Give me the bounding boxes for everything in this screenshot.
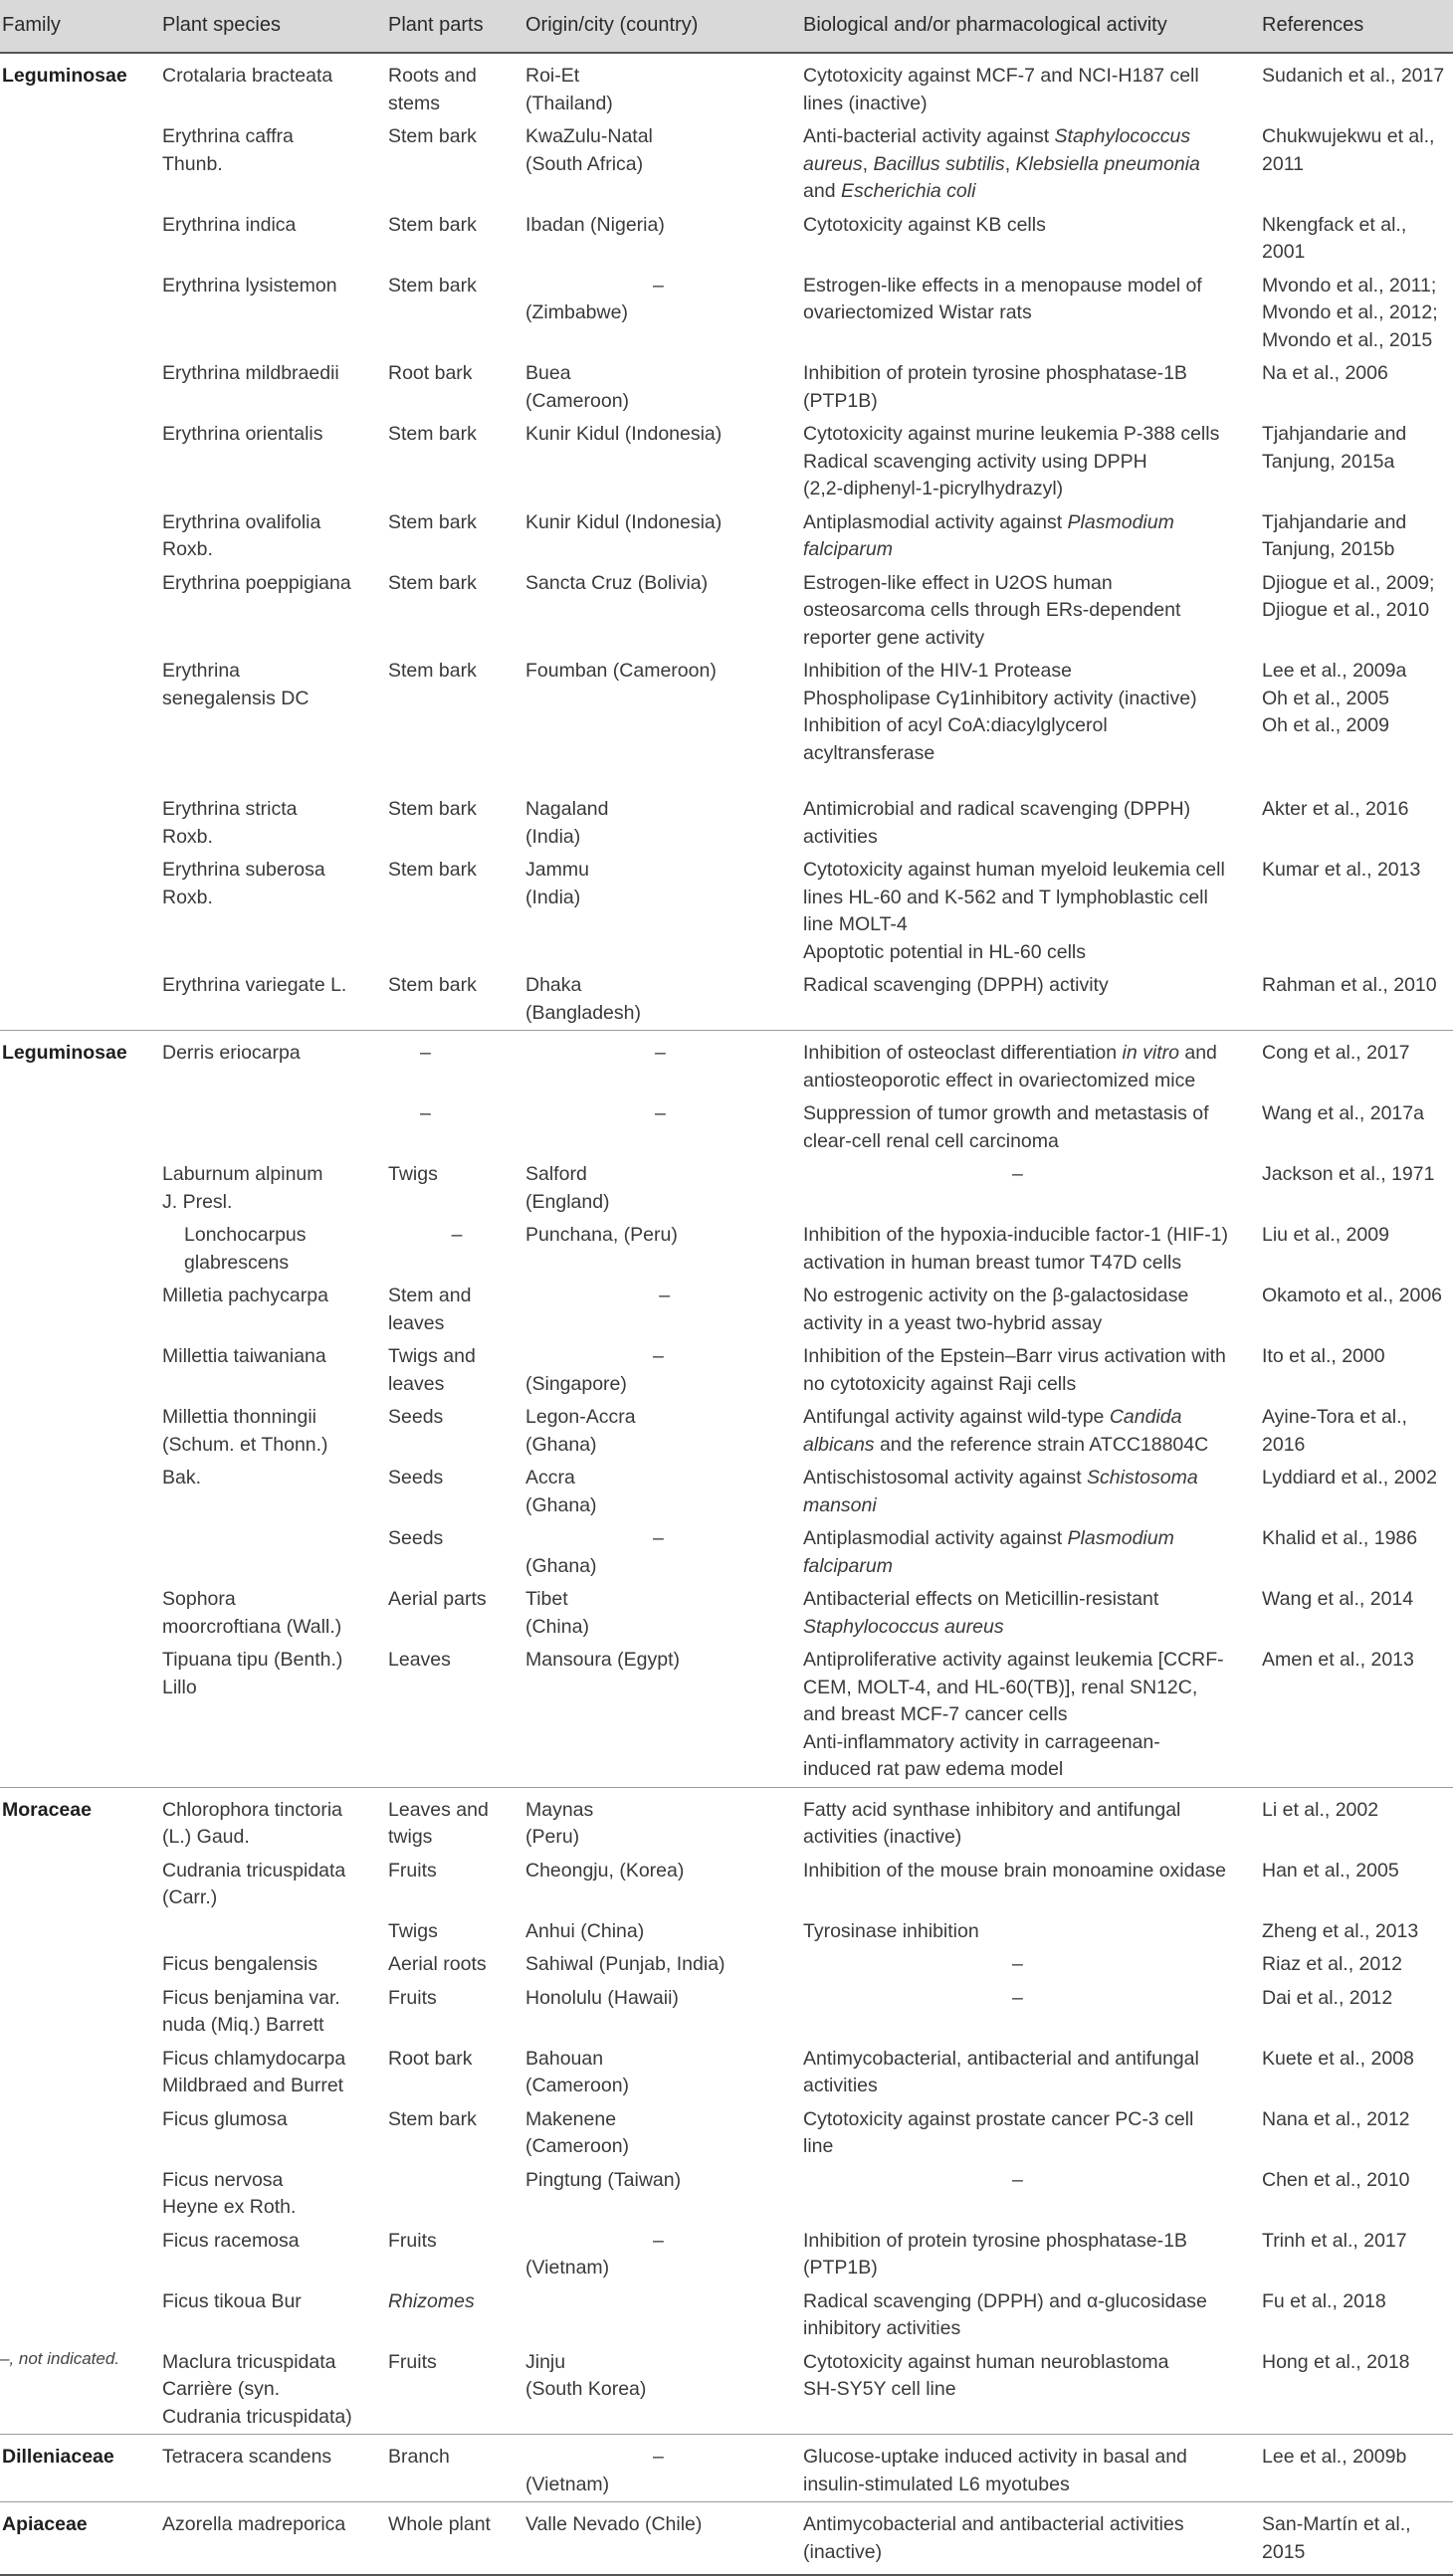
table-header-row [0, 0, 1453, 53]
activity-cell: – [1012, 1986, 1023, 2009]
family-cell [0, 357, 162, 418]
parts-cell: Roots and stems [388, 53, 525, 120]
activity-cell: Cytotoxicity against human myeloid leukemia cell lines HL-60 and K-562 and T lymphoblastic cell line MOLT-4 Apoptotic potential in HL-60 cells [803, 859, 1225, 963]
activity-cell: Antiproliferative activity against leukemia [CCRF- CEM, MOLT-4, and HL-60(TB)], renal SN12C, and breast MCF-7 cancer cells Anti-inflammatory activity in carrageenan- induced rat paw edema model [803, 1649, 1224, 1780]
reference-cell: Akter et al., 2016 [1262, 798, 1409, 820]
species-cell: Laburnum alpinum J. Presl. [162, 1163, 323, 1213]
origin-cell: Kunir Kidul (Indonesia) [525, 423, 723, 445]
species-cell: Erythrina mildbraedii [162, 362, 339, 384]
reference-cell: Han et al., 2005 [1262, 1859, 1399, 1882]
origin-cell: Makenene (Cameroon) [525, 2107, 630, 2157]
table-row [0, 567, 1453, 656]
reference-cell: Tjahjandarie and Tanjung, 2015b [1262, 510, 1407, 560]
species-cell: Erythrina lysistemon [162, 274, 337, 297]
reference-cell: Nana et al., 2012 [1262, 2107, 1410, 2130]
species-cell: Tipuana tipu (Benth.) Lillo [162, 1649, 343, 1698]
table-row [0, 1583, 1453, 1644]
table-row [0, 120, 1453, 209]
table-row [0, 418, 1453, 506]
species-cell: Bak. [162, 1467, 202, 1488]
parts-cell: Aerial roots [388, 1953, 487, 1975]
reference-cell: Liu et al., 2009 [1262, 1224, 1389, 1246]
origin-cell: Kunir Kidul (Indonesia) [525, 510, 723, 533]
origin-cell: Buea (Cameroon) [525, 362, 630, 412]
parts-cell: Stem bark [388, 974, 477, 996]
reference-cell: Djiogue et al., 2009; Djiogue et al., 2010 [1262, 571, 1435, 621]
parts-cell: Root bark [388, 2047, 473, 2070]
origin-cell: Punchana, (Peru) [525, 1224, 678, 1246]
origin-cell: KwaZulu-Natal (South Africa) [525, 125, 653, 175]
origin-cell: – [655, 1102, 666, 1124]
reference-cell: Dai et al., 2012 [1262, 1986, 1393, 2009]
origin-cell: – [659, 1285, 670, 1306]
activity-cell: Inhibition of osteoclast differentiation in vitro and antiosteoporotic effect in ovariectomized mice [803, 1031, 1262, 1098]
origin-cell: – (Ghana) [525, 1527, 664, 1577]
origin-cell: – (Vietnam) [525, 2229, 664, 2279]
parts-cell: Twigs [388, 1919, 438, 1942]
parts-cell: Stem bark [388, 510, 477, 533]
reference-cell: Lee et al., 2009a Oh et al., 2005 Oh et al., 2009 [1262, 660, 1407, 736]
reference-cell: Fu et al., 2018 [1262, 2289, 1386, 2312]
origin-cell [525, 2285, 803, 2346]
parts-cell: Fruits [388, 1859, 437, 1882]
table-row [0, 1522, 1453, 1583]
species-cell: Chlorophora tinctoria (L.) Gaud. [162, 1787, 388, 1855]
activity-cell: Estrogen-like effects in a menopause model of ovariectomized Wistar rats [803, 274, 1202, 323]
origin-cell: – [525, 1031, 803, 1098]
table-row [0, 854, 1453, 969]
species-cell: Tetracera scandens [162, 2435, 388, 2502]
origin-cell: Honolulu (Hawaii) [525, 1986, 679, 2009]
reference-cell: Chen et al., 2010 [1262, 2168, 1410, 2191]
activity-cell: Cytotoxicity against KB cells [803, 213, 1046, 236]
family-cell [0, 1948, 162, 1982]
origin-cell: Jinju (South Korea) [525, 2350, 647, 2400]
family-cell [0, 1855, 162, 1915]
origin-cell: – (Zimbabwe) [525, 274, 664, 323]
origin-cell: Maynas (Peru) [525, 1787, 803, 1855]
activity-cell: Cytotoxicity against murine leukemia P-388 cells Radical scavenging activity using DPPH (2,2-diphenyl-1-picrylhydrazyl) [803, 423, 1220, 499]
species-cell: Milletia pachycarpa [162, 1285, 328, 1306]
activity-cell: Suppression of tumor growth and metastasis of clear-cell renal cell carcinoma [803, 1102, 1209, 1152]
family-cell: Moraceae [0, 1787, 162, 1855]
activity-cell: Fatty acid synthase inhibitory and antifungal activities (inactive) [803, 1787, 1262, 1855]
parts-cell [388, 2164, 525, 2225]
origin-cell: Foumban (Cameroon) [525, 660, 717, 682]
reference-cell: Amen et al., 2013 [1262, 1649, 1414, 1671]
table-row [0, 1915, 1453, 1949]
origin-cell: Bahouan (Cameroon) [525, 2047, 630, 2096]
activity-cell: Anti-bacterial activity against Staphylococcus aureus, Bacillus subtilis, Klebsiella pneumonia and Escherichia coli [803, 125, 1200, 202]
reference-cell: Chukwujekwu et al., 2011 [1262, 125, 1435, 175]
table-row [0, 2103, 1453, 2164]
table-row [0, 2164, 1453, 2225]
parts-cell: Stem bark [388, 798, 477, 820]
species-cell: Erythrina suberosa Roxb. [162, 859, 325, 908]
family-cell [0, 1219, 162, 1280]
activity-cell: – [1012, 1163, 1023, 1185]
table-row [0, 793, 1453, 854]
origin-cell: – (Singapore) [525, 1345, 664, 1395]
origin-cell: Pingtung (Taiwan) [525, 2168, 682, 2191]
species-cell: Erythrina senegalensis DC [162, 660, 310, 709]
reference-cell: Kuete et al., 2008 [1262, 2047, 1414, 2070]
species-cell: Lonchocarpus glabrescens [184, 1224, 307, 1274]
activity-cell: Cytotoxicity against prostate cancer PC-3 cell line [803, 2107, 1194, 2157]
species-cell: Ficus benjamina var. nuda (Miq.) Barrett [162, 1986, 340, 2036]
header-references: References [1262, 0, 1453, 53]
family-cell [0, 418, 162, 506]
parts-cell: Whole plant [388, 2502, 525, 2576]
activity-cell: Inhibition of the HIV-1 Protease Phospholipase Cγ1inhibitory activity (inactive) Inhibition of acyl CoA:diacylglycerol acyltransferase [803, 660, 1197, 764]
table-row [0, 1031, 1453, 1098]
header-family: Family [0, 0, 162, 53]
table-row [0, 1787, 1453, 1855]
parts-cell: Fruits [388, 1986, 437, 2009]
reference-cell: Jackson et al., 1971 [1262, 1163, 1435, 1185]
parts-cell: Aerial parts [388, 1588, 487, 1610]
origin-cell: Valle Nevado (Chile) [525, 2502, 803, 2576]
family-cell [0, 2103, 162, 2164]
origin-cell: Sancta Cruz (Bolivia) [525, 571, 709, 594]
family-cell [0, 1097, 162, 1158]
reference-cell: Rahman et al., 2010 [1262, 974, 1437, 996]
activity-cell: Estrogen-like effect in U2OS human osteosarcoma cells through ERs-dependent reporter gene activity [803, 571, 1181, 649]
table-row [0, 1158, 1453, 1219]
table-row [0, 1219, 1453, 1280]
origin-cell: Jammu (India) [525, 859, 589, 908]
reference-cell: Mvondo et al., 2011; Mvondo et al., 2012; Mvondo et al., 2015 [1262, 274, 1438, 351]
parts-cell: Leaves [388, 1649, 451, 1671]
activity-cell: Antischistosomal activity against Schistosoma mansoni [803, 1467, 1198, 1516]
family-cell [0, 1522, 162, 1583]
origin-cell: Accra (Ghana) [525, 1467, 597, 1516]
species-cell: Ficus bengalensis [162, 1953, 318, 1975]
family-cell [0, 2285, 162, 2346]
origin-cell: Tibet (China) [525, 1588, 589, 1638]
reference-cell: Nkengfack et al., 2001 [1262, 213, 1407, 263]
origin-cell: Roi-Et (Thailand) [525, 53, 803, 120]
table-row [0, 2285, 1453, 2346]
activity-cell: Antimycobacterial and antibacterial activities (inactive) [803, 2502, 1262, 2576]
table-row [0, 969, 1453, 1031]
parts-cell: Stem bark [388, 571, 477, 594]
table-row [0, 1097, 1453, 1158]
table-row [0, 1948, 1453, 1982]
reference-cell: Ayine-Tora et al., 2016 [1262, 1406, 1407, 1456]
species-cell [162, 1097, 388, 1158]
reference-cell: Wang et al., 2017a [1262, 1102, 1424, 1124]
parts-cell: – [388, 1031, 525, 1098]
table-row [0, 2346, 1453, 2435]
table-row [0, 655, 1453, 793]
reference-cell: Riaz et al., 2012 [1262, 1953, 1402, 1975]
family-cell: Leguminosae [0, 1031, 162, 1098]
reference-cell: Okamoto et al., 2006 [1262, 1285, 1443, 1306]
table-row [0, 270, 1453, 358]
activity-cell: Inhibition of the mouse brain monoamine oxidase [803, 1859, 1226, 1882]
species-cell: Ficus glumosa [162, 2107, 288, 2130]
family-cell [0, 1158, 162, 1219]
activity-cell: Antiplasmodial activity against Plasmodium falciparum [803, 510, 1174, 560]
parts-cell: Branch [388, 2435, 525, 2502]
activity-cell: Glucose-uptake induced activity in basal and insulin-stimulated L6 myotubes [803, 2435, 1262, 2502]
parts-cell: Fruits [388, 2350, 437, 2373]
reference-cell: Khalid et al., 1986 [1262, 1527, 1418, 1549]
parts-cell: Rhizomes [388, 2289, 475, 2312]
origin-cell: Dhaka (Bangladesh) [525, 974, 641, 1024]
origin-cell: Sahiwal (Punjab, India) [525, 1953, 726, 1975]
origin-cell: Cheongju, (Korea) [525, 1859, 685, 1882]
species-cell: Erythrina indica [162, 213, 297, 236]
origin-cell: Nagaland (India) [525, 798, 609, 848]
activity-cell: Tyrosinase inhibition [803, 1919, 979, 1942]
species-cell: Sophora moorcroftiana (Wall.) [162, 1588, 342, 1638]
parts-cell: Stem bark [388, 2107, 477, 2130]
species-cell: Crotalaria bracteata [162, 53, 388, 120]
species-cell: Erythrina poeppigiana [162, 571, 351, 594]
family-cell [0, 1462, 162, 1522]
reference-cell: Cong et al., 2017 [1262, 1031, 1453, 1098]
species-cell: Erythrina ovalifolia Roxb. [162, 510, 321, 560]
family-cell [0, 1340, 162, 1401]
reference-cell: Tjahjandarie and Tanjung, 2015a [1262, 423, 1407, 473]
species-cell: Derris eriocarpa [162, 1031, 388, 1098]
parts-cell: Stem bark [388, 859, 477, 881]
header-plant-parts: Plant parts [388, 0, 525, 53]
table-footnote: –, not indicated. [0, 2349, 120, 2368]
reference-cell: Wang et al., 2014 [1262, 1588, 1414, 1610]
parts-cell: Seeds [388, 1467, 444, 1488]
species-cell: Maclura tricuspidata Carrière (syn. Cudrania tricuspidata) [162, 2350, 352, 2428]
origin-cell: – (Vietnam) [525, 2435, 803, 2502]
origin-cell: Salford (England) [525, 1163, 610, 1213]
species-cell: Erythrina variegate L. [162, 974, 347, 996]
species-cell [162, 1522, 388, 1583]
family-cell [0, 2043, 162, 2103]
reference-cell: Hong et al., 2018 [1262, 2350, 1410, 2373]
activity-cell: – [1012, 2168, 1023, 2191]
species-cell: Erythrina stricta Roxb. [162, 798, 298, 848]
species-cell: Erythrina caffra Thunb. [162, 125, 294, 175]
reference-cell: Na et al., 2006 [1262, 362, 1388, 384]
activity-cell: Inhibition of the Epstein–Barr virus activation with no cytotoxicity against Raji cells [803, 1345, 1226, 1395]
header-plant-species: Plant species [162, 0, 388, 53]
family-cell [0, 120, 162, 209]
activity-cell: Inhibition of protein tyrosine phosphatase-1B (PTP1B) [803, 362, 1187, 412]
table-row [0, 357, 1453, 418]
activity-cell: No estrogenic activity on the β-galactosidase activity in a yeast two-hybrid assay [803, 1285, 1189, 1334]
parts-cell: – [451, 1224, 463, 1246]
family-cell: Leguminosae [0, 53, 162, 120]
parts-cell: Stem bark [388, 125, 477, 147]
family-cell [0, 1583, 162, 1644]
activity-cell: Antibacterial effects on Meticillin-resistant Staphylococcus aureus [803, 1588, 1159, 1638]
species-cell: Ficus racemosa [162, 2229, 300, 2252]
parts-cell: Stem and leaves [388, 1285, 472, 1334]
family-cell [0, 2225, 162, 2285]
table-row [0, 2225, 1453, 2285]
origin-cell: Ibadan (Nigeria) [525, 213, 665, 236]
activity-cell: Radical scavenging (DPPH) and α-glucosidase inhibitory activities [803, 2289, 1207, 2339]
parts-cell: Root bark [388, 362, 473, 384]
activity-cell: Radical scavenging (DPPH) activity [803, 974, 1109, 996]
family-cell [0, 209, 162, 270]
reference-cell: Zheng et al., 2013 [1262, 1919, 1419, 1942]
table-row [0, 53, 1453, 120]
family-cell [0, 793, 162, 854]
family-cell [0, 655, 162, 793]
reference-cell: Kumar et al., 2013 [1262, 859, 1421, 881]
species-cell [162, 1915, 388, 1949]
species-cell: Millettia thonningii (Schum. et Thonn.) [162, 1406, 328, 1456]
header-activity: Biological and/or pharmacological activity [803, 0, 1262, 53]
reference-cell: Sudanich et al., 2017 [1262, 53, 1453, 120]
activity-cell: – [1012, 1953, 1023, 1975]
family-cell [0, 506, 162, 567]
header-origin: Origin/city (country) [525, 0, 803, 53]
table-row [0, 1644, 1453, 1787]
parts-cell: Seeds [388, 1527, 444, 1549]
species-cell: Ficus tikoua Bur [162, 2289, 302, 2312]
table-body [0, 53, 1453, 2575]
activity-cell: Cytotoxicity against MCF-7 and NCI-H187 cell lines (inactive) [803, 53, 1262, 120]
table-row [0, 2435, 1453, 2502]
family-cell [0, 1644, 162, 1787]
parts-cell: Leaves and twigs [388, 1787, 525, 1855]
activity-cell: Antimicrobial and radical scavenging (DPPH) activities [803, 798, 1191, 848]
family-cell [0, 1401, 162, 1462]
family-cell [0, 2164, 162, 2225]
table-row [0, 1340, 1453, 1401]
table-row [0, 2043, 1453, 2103]
family-cell [0, 567, 162, 656]
origin-cell: Legon-Accra (Ghana) [525, 1406, 636, 1456]
table-row [0, 1982, 1453, 2043]
parts-cell: Stem bark [388, 660, 477, 682]
family-cell [0, 1915, 162, 1949]
reference-cell: Ito et al., 2000 [1262, 1345, 1385, 1367]
table-row [0, 1855, 1453, 1915]
activity-cell: Antifungal activity against wild-type Candida albicans and the reference strain ATCC18804C [803, 1406, 1209, 1456]
table-row [0, 506, 1453, 567]
species-cell: Erythrina orientalis [162, 423, 323, 445]
parts-cell: Twigs and leaves [388, 1345, 476, 1395]
table-row [0, 2502, 1453, 2576]
family-cell: Apiaceae [0, 2502, 162, 2576]
family-cell [0, 1280, 162, 1340]
species-cell: Cudrania tricuspidata (Carr.) [162, 1859, 346, 1908]
reference-cell: San-Martín et al., 2015 [1262, 2502, 1453, 2576]
reference-cell: Lyddiard et al., 2002 [1262, 1467, 1437, 1488]
activity-cell: Inhibition of protein tyrosine phosphatase-1B (PTP1B) [803, 2229, 1187, 2279]
parts-cell: Stem bark [388, 213, 477, 236]
species-cell: Ficus nervosa Heyne ex Roth. [162, 2168, 297, 2218]
family-cell [0, 1982, 162, 2043]
family-cell [0, 969, 162, 1031]
table-row [0, 1462, 1453, 1522]
reference-cell: Li et al., 2002 [1262, 1787, 1453, 1855]
activity-cell: Antiplasmodial activity against Plasmodium falciparum [803, 1527, 1174, 1577]
activity-cell: Cytotoxicity against human neuroblastoma SH-SY5Y cell line [803, 2350, 1169, 2400]
parts-cell: – [420, 1102, 431, 1124]
parts-cell: Fruits [388, 2229, 437, 2252]
reference-cell: Trinh et al., 2017 [1262, 2229, 1407, 2252]
origin-cell: Mansoura (Egypt) [525, 1649, 680, 1671]
activity-cell: Antimycobacterial, antibacterial and antifungal activities [803, 2047, 1199, 2096]
family-cell [0, 854, 162, 969]
parts-cell: Stem bark [388, 274, 477, 297]
activity-cell: Inhibition of the hypoxia-inducible factor-1 (HIF-1) activation in human breast tumor T47D cells [803, 1224, 1229, 1274]
origin-cell: Anhui (China) [525, 1919, 645, 1942]
table-row [0, 1401, 1453, 1462]
parts-cell: Twigs [388, 1163, 438, 1185]
species-cell: Azorella madreporica [162, 2502, 388, 2576]
parts-cell: Stem bark [388, 423, 477, 445]
family-cell: Dilleniaceae [0, 2435, 162, 2502]
species-cell: Ficus chlamydocarpa Mildbraed and Burret [162, 2047, 346, 2096]
reference-cell: Lee et al., 2009b [1262, 2435, 1453, 2502]
parts-cell: Seeds [388, 1406, 444, 1428]
family-cell [0, 270, 162, 358]
species-cell: Millettia taiwaniana [162, 1345, 326, 1367]
table-row [0, 1280, 1453, 1340]
table-row [0, 209, 1453, 270]
